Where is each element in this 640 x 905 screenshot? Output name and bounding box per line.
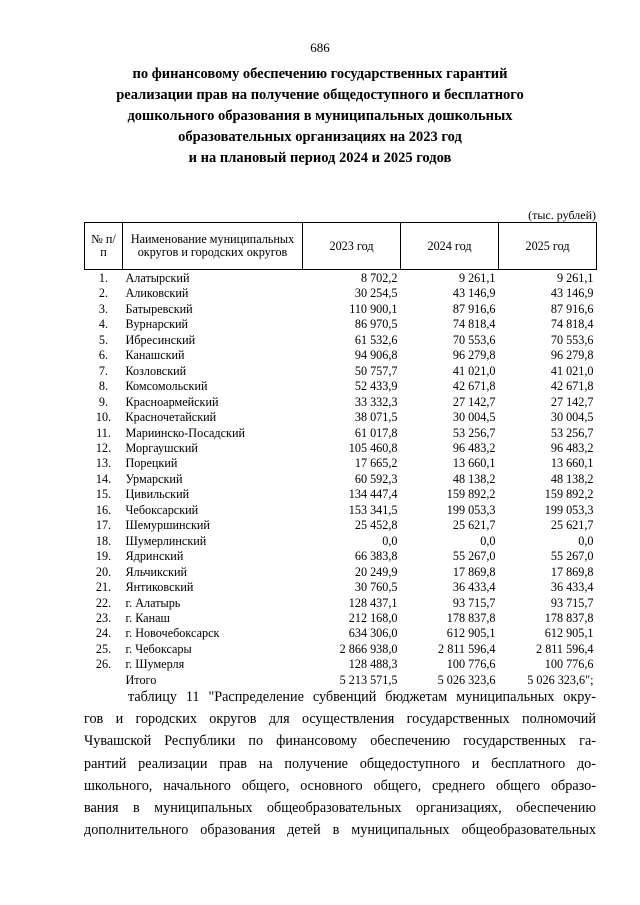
value-2023: 212 168,0 <box>348 610 398 625</box>
value-2023: 134 447,4 <box>348 487 398 502</box>
table-row <box>85 611 597 626</box>
value-2024: 36 433,4 <box>452 580 496 595</box>
value-2024: 70 553,6 <box>452 332 496 347</box>
value-2025: 55 267,0 <box>550 549 594 564</box>
value-2023: 2 866 938,0 <box>339 641 398 656</box>
value-2025: 43 146,9 <box>550 286 594 301</box>
row-name: Ибресинский <box>125 332 196 347</box>
table-row <box>85 580 597 595</box>
row-name: Ядринский <box>125 549 184 564</box>
value-2024: 96 483,2 <box>452 440 496 455</box>
table-row <box>85 302 597 317</box>
value-2024: 55 267,0 <box>452 549 496 564</box>
table-row <box>85 379 597 394</box>
value-2023: 20 249,9 <box>354 564 398 579</box>
row-name: Комсомольский <box>125 379 208 394</box>
row-name: Чебоксарский <box>125 502 199 517</box>
value-2025: 25 621,7 <box>550 518 594 533</box>
value-2023: 634 306,0 <box>348 626 398 641</box>
value-2024: 199 053,3 <box>446 502 496 517</box>
row-name: Порецкий <box>125 456 178 471</box>
value-2023: 8 702,2 <box>360 271 398 285</box>
row-name: Канашский <box>125 348 185 363</box>
row-number: 16. <box>95 502 112 517</box>
row-name: г. Чебоксары <box>125 641 192 656</box>
row-name: г. Новочебоксарск <box>125 626 220 641</box>
row-name: Яльчикский <box>125 564 187 579</box>
value-2025: 53 256,7 <box>550 425 594 440</box>
row-number: 22. <box>95 595 112 610</box>
table-row <box>85 364 597 379</box>
header-2024: 2024 год <box>401 223 499 270</box>
value-2025: 13 660,1 <box>550 456 594 471</box>
value-2025: 96 279,8 <box>550 348 594 363</box>
row-name: Шумерлинский <box>125 533 207 548</box>
table-row <box>85 657 597 672</box>
value-2025: 42 671,8 <box>550 379 594 394</box>
value-2023: 30 254,5 <box>354 286 398 301</box>
table-row <box>85 487 597 502</box>
row-number: 17. <box>95 518 112 533</box>
value-2023: 50 757,7 <box>354 363 398 378</box>
row-number: 26. <box>95 657 112 672</box>
row-number: 13. <box>95 456 112 471</box>
subsidy-table <box>84 222 597 688</box>
value-2025: 17 869,8 <box>550 564 594 579</box>
row-number: 24. <box>95 626 112 641</box>
document-title <box>80 64 560 169</box>
table-row <box>85 518 597 533</box>
row-number: 6. <box>98 348 109 363</box>
row-name: г. Канаш <box>125 610 170 625</box>
table-row <box>85 270 597 287</box>
value-2024: 0,0 <box>480 533 496 548</box>
value-2025: 178 837,8 <box>544 610 594 625</box>
value-2024: 2 811 596,4 <box>438 641 496 656</box>
value-2023: 105 460,8 <box>348 440 398 455</box>
paragraph-line: таблицу 11 "Распределение субвенций бюджетам муниципальных окру- <box>128 689 596 705</box>
row-name: Итого <box>125 672 157 687</box>
table-row <box>85 549 597 564</box>
value-2024: 96 279,8 <box>452 348 496 363</box>
value-2025: 41 021,0 <box>550 363 594 378</box>
row-number: 14. <box>95 471 112 486</box>
page-number: 686 <box>310 40 330 55</box>
table-row <box>85 596 597 611</box>
table-row <box>85 426 597 441</box>
value-2023: 61 532,6 <box>354 332 398 347</box>
value-2024: 74 818,4 <box>452 317 496 332</box>
value-2024: 41 021,0 <box>452 363 496 378</box>
header-2023: 2023 год <box>303 223 401 270</box>
value-2025: 96 483,2 <box>550 440 594 455</box>
body-paragraph <box>84 686 596 841</box>
row-number: 25. <box>95 641 112 656</box>
table-header-row <box>85 223 597 270</box>
row-number: 7. <box>98 363 109 378</box>
value-2025: 0,0 <box>578 533 594 548</box>
table-row <box>85 642 597 657</box>
row-name: г. Шумерля <box>125 657 185 672</box>
row-number: 4. <box>98 317 109 332</box>
value-2023: 25 452,8 <box>354 518 398 533</box>
row-name: Батыревский <box>125 301 193 316</box>
row-number: 1. <box>98 271 109 285</box>
row-number: 10. <box>95 410 112 425</box>
row-number: 11. <box>96 425 111 440</box>
paragraph-line: школьного, начального общего, основного общего, среднего общего образо- <box>84 777 596 794</box>
table-row <box>85 348 597 363</box>
row-name: г. Алатырь <box>125 595 181 610</box>
title-line: образовательных организациях на 2023 год <box>178 129 462 145</box>
value-2023: 52 433,9 <box>354 379 398 394</box>
value-2024: 9 261,1 <box>458 271 496 285</box>
table-row <box>85 395 597 410</box>
row-number: 2. <box>98 286 109 301</box>
value-2025: 9 261,1 <box>556 271 594 285</box>
row-name: Янтиковский <box>125 580 194 595</box>
value-2025: 27 142,7 <box>550 394 594 409</box>
value-2025: 199 053,3 <box>544 502 594 517</box>
value-2025: 612 905,1 <box>544 626 594 641</box>
row-name: Козловский <box>125 363 187 378</box>
value-2024: 5 026 323,6 <box>437 672 496 687</box>
table-body <box>85 270 597 689</box>
row-number: 18. <box>95 533 112 548</box>
value-2024: 612 905,1 <box>446 626 496 641</box>
row-name: Вурнарский <box>125 317 189 332</box>
row-name: Аликовский <box>125 286 189 301</box>
row-number: 19. <box>95 549 112 564</box>
table-row <box>85 534 597 549</box>
value-2023: 38 071,5 <box>354 410 398 425</box>
row-number: 23. <box>95 610 112 625</box>
value-2024: 100 776,6 <box>446 657 496 672</box>
row-name: Красночетайский <box>125 410 217 425</box>
table-row <box>85 503 597 518</box>
row-name: Урмарский <box>125 471 183 486</box>
row-number: 12. <box>95 440 112 455</box>
value-2025: 36 433,4 <box>550 580 594 595</box>
row-number: 9. <box>98 394 109 409</box>
value-2023: 33 332,3 <box>354 394 398 409</box>
row-number: 5. <box>98 332 109 347</box>
header-name: Наименование муниципальных округов и городских округов <box>123 223 303 270</box>
row-name: Цивильский <box>125 487 190 502</box>
value-2025: 70 553,6 <box>550 332 594 347</box>
unit-note: (тыс. рублей) <box>528 208 596 222</box>
value-2023: 110 900,1 <box>349 301 398 316</box>
value-2023: 153 341,5 <box>348 502 398 517</box>
row-name: Моргаушский <box>125 440 198 455</box>
table-row <box>85 472 597 487</box>
paragraph-line: дополнительного образования детей в муниципальных общеобразовательных <box>84 822 596 839</box>
value-2024: 159 892,2 <box>446 487 496 502</box>
value-2024: 48 138,2 <box>452 471 496 486</box>
value-2023: 128 437,1 <box>348 595 398 610</box>
table-row <box>85 286 597 301</box>
table-row <box>85 626 597 641</box>
header-num: № п/п <box>85 223 123 270</box>
value-2025: 30 004,5 <box>550 410 594 425</box>
value-2025: 93 715,7 <box>550 595 594 610</box>
paragraph-line: Чувашской Республики по финансовому обеспечению государственных га- <box>84 733 596 750</box>
value-2025: 87 916,6 <box>550 301 594 316</box>
value-2024: 93 715,7 <box>452 595 496 610</box>
table-row <box>85 410 597 425</box>
value-2025: 74 818,4 <box>550 317 594 332</box>
row-number: 20. <box>95 564 112 579</box>
value-2024: 30 004,5 <box>452 410 496 425</box>
value-2024: 178 837,8 <box>446 610 496 625</box>
value-2023: 0,0 <box>382 533 398 548</box>
row-name: Шемуршинский <box>125 518 210 533</box>
value-2023: 128 488,3 <box>348 657 398 672</box>
value-2023: 66 383,8 <box>354 549 398 564</box>
value-2024: 17 869,8 <box>452 564 496 579</box>
table-row <box>85 317 597 332</box>
value-2025: 5 026 323,6"; <box>527 672 594 687</box>
table-row <box>85 441 597 456</box>
row-name: Красноармейский <box>125 394 219 409</box>
value-2025: 48 138,2 <box>550 471 594 486</box>
value-2023: 17 665,2 <box>354 456 398 471</box>
value-2023: 30 760,5 <box>354 580 398 595</box>
row-number: 15. <box>95 487 112 502</box>
value-2025: 100 776,6 <box>544 657 594 672</box>
value-2024: 25 621,7 <box>452 518 496 533</box>
paragraph-line: рантий реализации прав на получение общедоступного и бесплатного до- <box>84 755 596 772</box>
paragraph-line: вания в муниципальных общеобразовательных организациях, обеспечению <box>84 800 596 817</box>
title-line: реализации прав на получение общедоступного и бесплатного <box>116 87 524 103</box>
row-name: Мариинско-Посадский <box>125 425 246 440</box>
value-2024: 42 671,8 <box>452 379 496 394</box>
title-line: по финансовому обеспечению государственных гарантий <box>132 66 508 82</box>
value-2023: 61 017,8 <box>354 425 398 440</box>
value-2023: 86 970,5 <box>354 317 398 332</box>
table-row <box>85 333 597 348</box>
value-2024: 87 916,6 <box>452 301 496 316</box>
value-2025: 2 811 596,4 <box>536 641 594 656</box>
value-2024: 27 142,7 <box>452 394 496 409</box>
table-row <box>85 456 597 471</box>
row-number: 21. <box>95 580 112 595</box>
value-2024: 43 146,9 <box>452 286 496 301</box>
table-row <box>85 565 597 580</box>
value-2025: 159 892,2 <box>544 487 594 502</box>
value-2023: 94 906,8 <box>354 348 398 363</box>
value-2023: 5 213 571,5 <box>339 672 398 687</box>
row-number: 8. <box>98 379 109 394</box>
title-line: дошкольного образования в муниципальных дошкольных <box>127 108 513 124</box>
value-2023: 60 592,3 <box>354 471 398 486</box>
row-number: 3. <box>98 301 109 316</box>
value-2024: 53 256,7 <box>452 425 496 440</box>
value-2024: 13 660,1 <box>452 456 496 471</box>
paragraph-line: гов и городских округов для осуществления государственных полномочий <box>84 711 596 728</box>
row-name: Алатырский <box>125 271 190 285</box>
header-2025: 2025 год <box>499 223 597 270</box>
title-line: и на плановый период 2024 и 2025 годов <box>188 150 452 166</box>
